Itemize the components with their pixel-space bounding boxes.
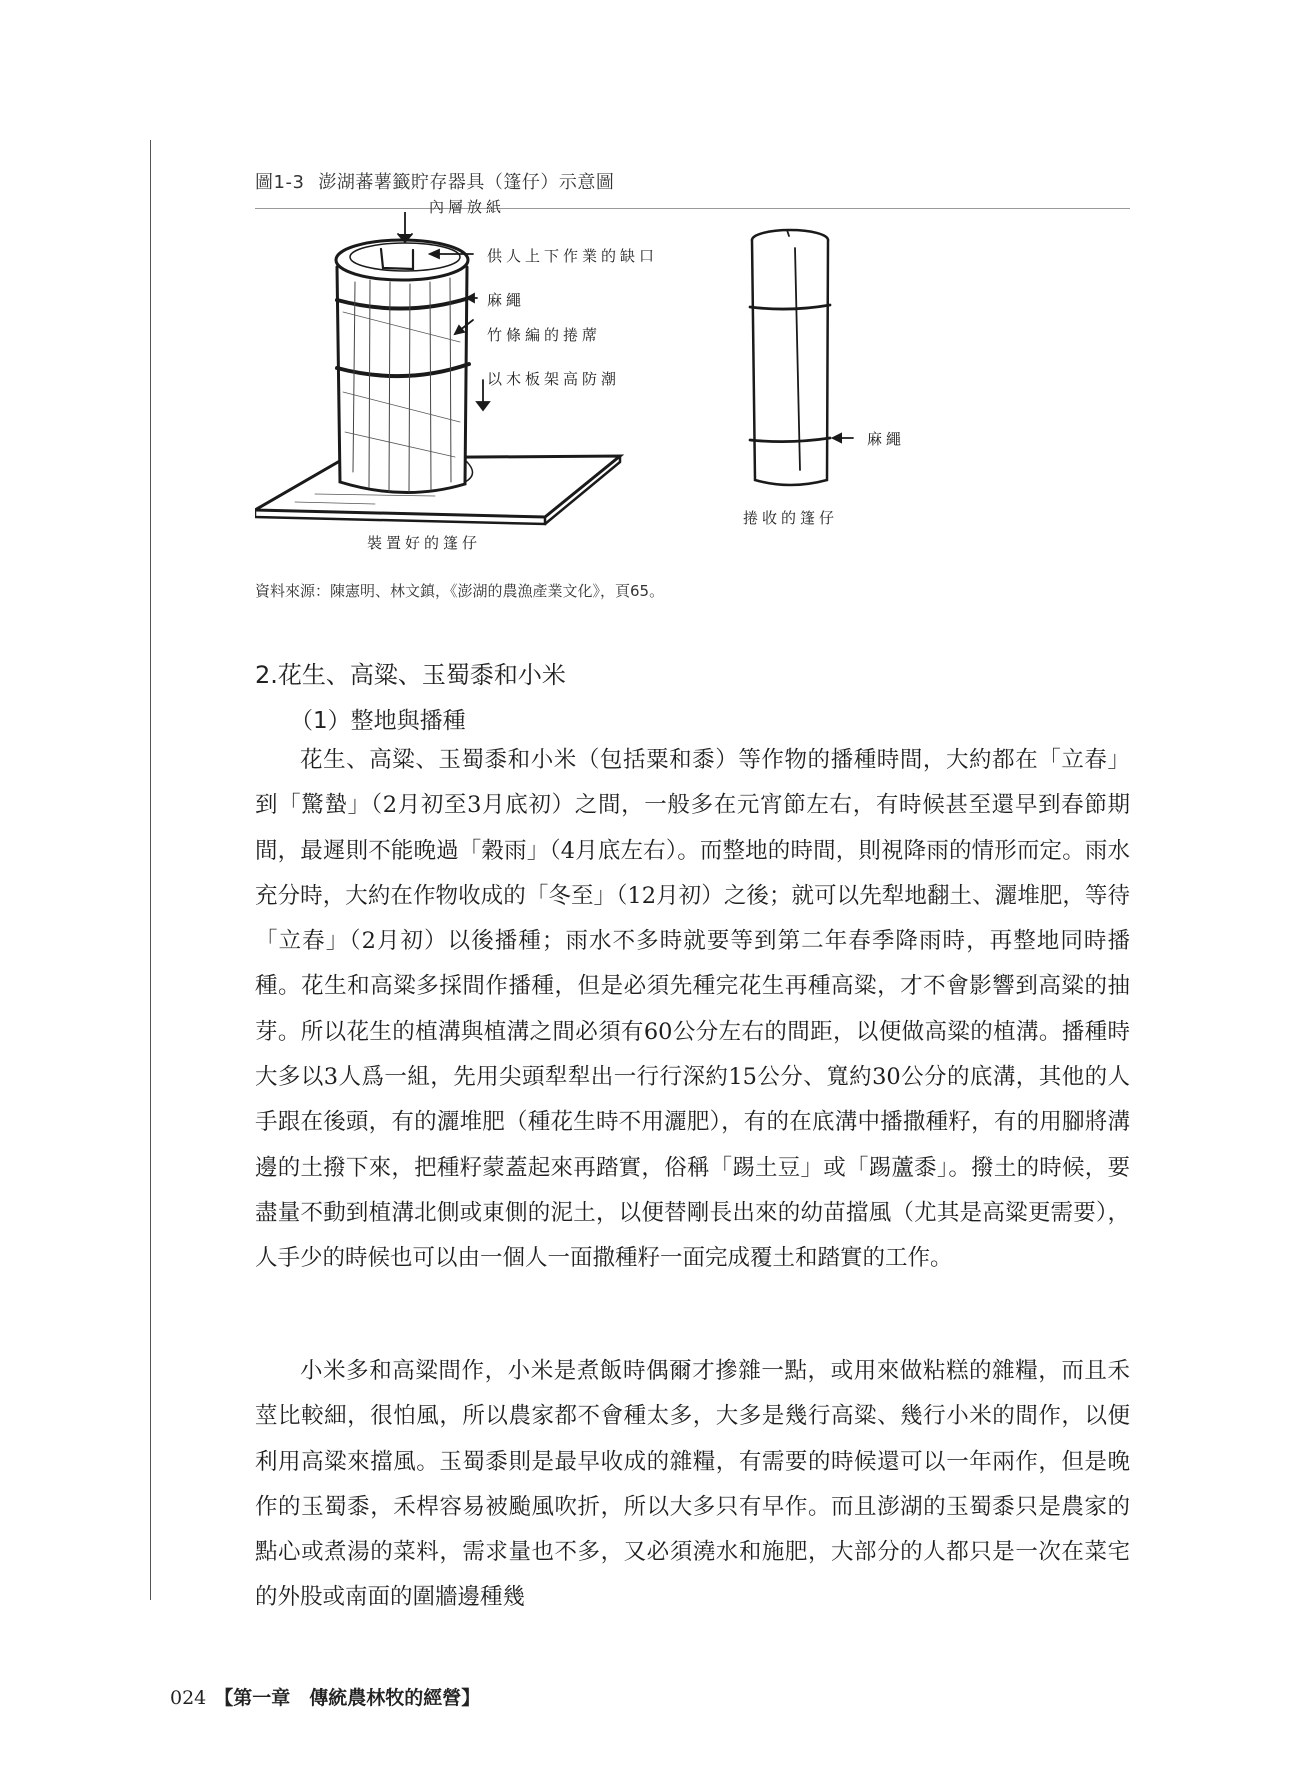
illustration-drawing — [255, 212, 1130, 552]
figure-caption — [255, 168, 614, 194]
rolled-storage-mat — [750, 230, 853, 485]
margin-rule — [150, 140, 151, 1600]
figure-number: 圖1-3 — [255, 172, 305, 193]
label-notch: 供人上下作業的缺口 — [487, 247, 659, 265]
label-rope-left: 麻繩 — [487, 291, 526, 309]
sub-heading: （1）整地與播種 — [290, 708, 466, 734]
assembled-storage-cylinder — [336, 240, 473, 493]
chapter-title: 【第一章 傳統農林牧的經營】 — [214, 1687, 481, 1709]
label-rope-right: 麻繩 — [867, 430, 906, 448]
section-heading: 2.花生、高粱、玉蜀黍和小米 — [255, 661, 566, 689]
page-number: 024 — [170, 1687, 207, 1709]
label-rolled: 捲收的篷仔 — [743, 509, 839, 527]
label-board: 以木板架高防潮 — [487, 370, 621, 388]
figure-title: 澎湖蕃薯籤貯存器具（篷仔）示意圖 — [318, 172, 615, 193]
body-paragraph: 花生、高粱、玉蜀黍和小米（包括粟和黍）等作物的播種時間，大約都在「立春」到「驚蟄」（2月初至3月底初）之間，一般多在元宵節左右，有時候甚至還早到春節期間，最遲則不能晚過「穀雨」（4月底左右）。而整地的時間，則視降雨的情形而定。雨水充分時，大約在作物收成的「冬至」（12月初）之後；就可以先犁地翻土、灑堆肥，等待「立春」（2月初）以後播種；雨水不多時就要等到第二年春季降雨時，再整地同時播種。花生和高粱多採間作播種，但是必須先種完花生再種高粱，才不會影響到高粱的抽芽。所以花生的植溝與植溝之間必須有60公分左右的間距，以便做高粱的植溝。播種時大多以3人爲一組，先用尖頭犁犁出一行行深約15公分、寬約30公分的底溝，其他的人手跟在後頭，有的灑堆肥（種花生時不用灑肥），有的在底溝中播撒種籽，有的用腳將溝邊的土撥下來，把種籽蒙蓋起來再踏實，俗稱「踢土豆」或「踢蘆黍」。撥土的時候，要盡量不動到植溝北側或東側的泥土，以便替剛長出來的幼苗擋風（尤其是高粱更需要），人手少的時候也可以由一個人一面撒種籽一面完成覆土和踏實的工作。 — [255, 747, 1130, 1272]
page-footer — [170, 1683, 480, 1710]
figure-source: 資料來源：陳憲明、林文鎮，《澎湖的農漁產業文化》，頁65。 — [255, 582, 665, 600]
body-paragraph: 小米多和高粱間作，小米是煮飯時偶爾才摻雜一點，或用來做粘糕的雜糧，而且禾莖比較細，很怕風，所以農家都不會種太多，大多是幾行高粱、幾行小米的間作，以便利用高粱來擋風。玉蜀黍則是最早收成的雜糧，有需要的時候還可以一年兩作，但是晚作的玉蜀黍，禾桿容易被颱風吹折，所以大多只有早作。而且澎湖的玉蜀黍只是農家的點心或煮湯的菜料，需求量也不多，又必須澆水和施肥，大部分的人都只是一次在菜宅的外股或南面的圍牆邊種幾 — [255, 1358, 1130, 1611]
figure-divider — [255, 208, 1130, 209]
storage-illustration — [255, 198, 1130, 552]
label-assembled: 裝置好的篷仔 — [367, 534, 482, 552]
label-bamboo-mat: 竹條編的捲蓆 — [487, 326, 602, 344]
label-inner-paper: 內層放紙 — [429, 198, 506, 216]
